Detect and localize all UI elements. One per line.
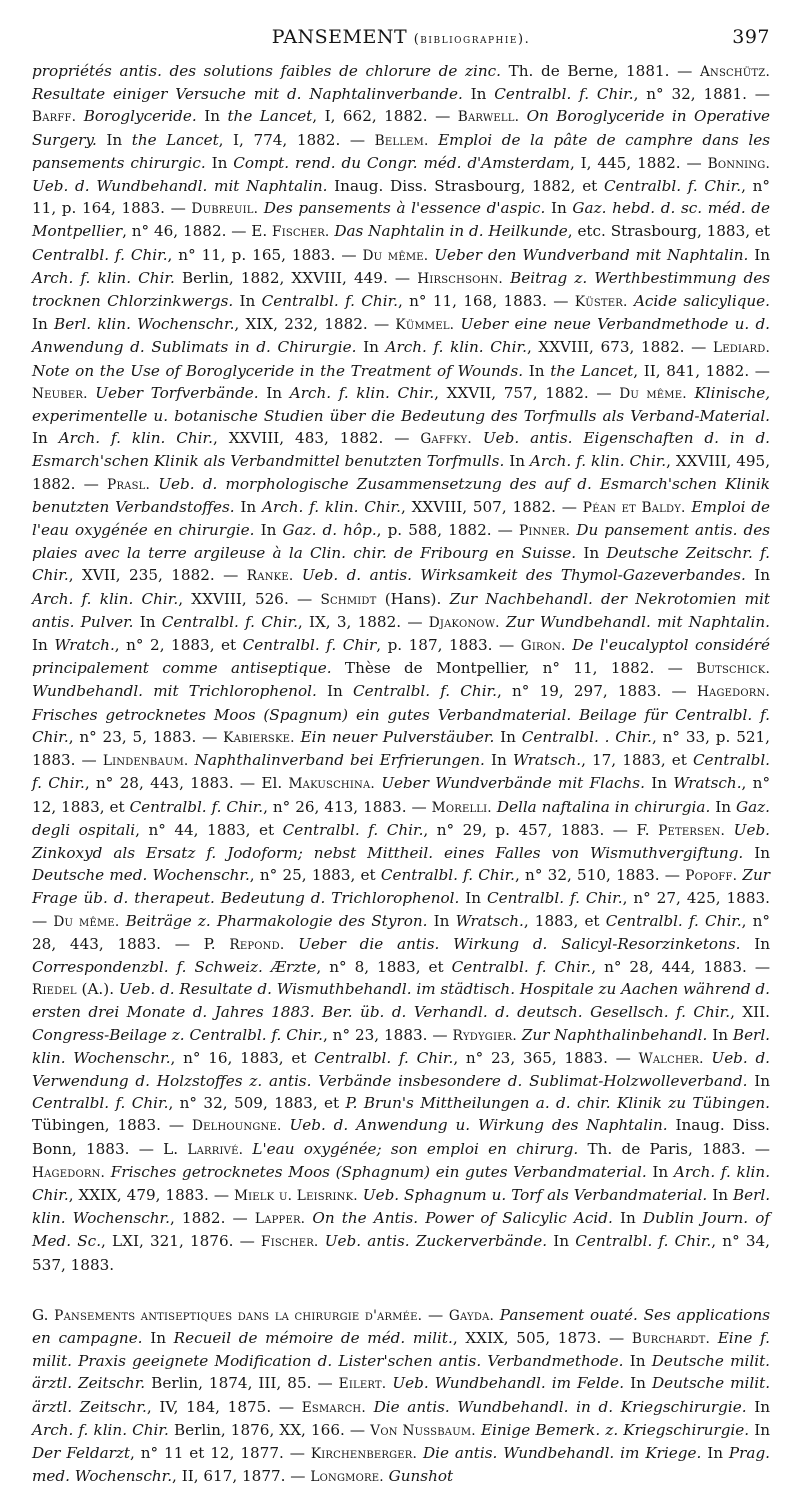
author-name: Lediard. <box>712 340 770 357</box>
citation-text: In <box>205 153 234 172</box>
work-title: Centralbl. f. Chir. <box>487 889 623 908</box>
author-name: Von Nussbaum. <box>370 1422 476 1439</box>
author-name: Giron. <box>520 638 566 655</box>
bibliography-paragraph-antiseptic-dressings <box>32 60 770 1276</box>
citation-text: (Hans). <box>376 589 450 608</box>
citation-text: , n° 11, p. 165, 1883. — <box>167 245 363 264</box>
work-title: Centralbl. f. Chir. <box>314 1048 454 1067</box>
work-title: Frisches getrocknetes Moos (Sphagnum) ein gutes Verbandmaterial. <box>110 1162 647 1181</box>
author-name: Neuber. <box>32 385 88 402</box>
citation-text: In <box>234 497 263 516</box>
work-title: Ueb. d. Resultate d. Wismuthbehandl. im städtisch. Hospitale zu Aachen während d. ersten drei Monate d. Jahres 1883. Ber. üb. d. Verhandl. d. deutsch. Gesellsch. f. Chir. <box>32 980 770 1022</box>
author-name: Kabierske. <box>223 729 295 746</box>
author-name: Walcher. <box>638 1050 704 1067</box>
author-name: Du même. <box>619 385 687 402</box>
author-name: Burchardt. <box>631 1330 711 1347</box>
citation-text: In <box>624 1374 652 1393</box>
work-title: Recueil de mémoire de méd. milit. <box>173 1328 453 1347</box>
citation-text: In <box>196 107 228 126</box>
work-title: Frisches getrocknetes Moos (Spagnum) ein gutes Verbandmaterial. Beilage für Centralbl. f. Chir. <box>32 705 770 746</box>
citation-text: , XXIX, 479, 1883. — <box>68 1185 234 1204</box>
work-title: Centralbl. f. Chir. <box>604 177 742 196</box>
citation-text: Th. de Berne, 1881. — <box>501 62 700 80</box>
citation-text: , XXVIII, 495, 1882. — <box>32 452 771 493</box>
citation-text: In <box>133 612 162 631</box>
work-title: Der Feldarzt <box>32 1443 131 1462</box>
citation-text <box>293 566 301 584</box>
work-title: Arch. f. klin. Chir. <box>32 589 179 608</box>
work-title: Ueb. Zinkoxyd als Ersatz f. Jodoform; nebst Mittheil. eines Falles von Wismuthvergiftung. <box>32 820 770 862</box>
citation-text: , IV, 184, 1875. — <box>146 1397 302 1416</box>
citation-text: , n° 28, 444, 1883. — <box>591 957 771 976</box>
citation-text: , XIX, 232, 1882. — <box>234 315 396 334</box>
work-title: Ueb. Sphagnum u. Torf als Verbandmaterial. <box>362 1185 708 1204</box>
author-name: Morelli. <box>431 799 492 816</box>
work-title: Ueb. d. Anwendung u. Wirkung des Naphtalin. <box>289 1116 668 1135</box>
author-name: Repond. <box>229 936 285 953</box>
work-title: Wratsch. <box>512 751 582 770</box>
author-name: Hagedorn. <box>696 684 771 701</box>
citation-text: , n° 23, 5, 1883. — <box>68 727 224 746</box>
work-title: Acide salicylique. <box>633 292 770 311</box>
citation-text: In <box>484 751 513 770</box>
work-title: Klinische, experimentelle u. botanische Studien über die Bedeutung des Torfmulls als Verband-Material. <box>32 383 771 426</box>
citation-text: Inaug. Diss. Bonn, 1883. — L. <box>32 1116 770 1158</box>
citation-text: , n° 11 et 12, 1877. — <box>130 1443 311 1462</box>
citation-text: In <box>623 1352 652 1371</box>
author-name: Rydygier. <box>452 1027 517 1044</box>
citation-text <box>284 935 298 953</box>
citation-text: Berlin, 1882, XXVIII, 449. — <box>174 268 418 287</box>
work-title: Berl. klin. Wochenschr. <box>32 1025 770 1067</box>
citation-text: , I, 774, 1882. — <box>218 130 375 149</box>
citation-text: In <box>462 85 495 104</box>
author-name: Schmidt <box>320 591 377 608</box>
work-title: Des pansements à l'essence d'aspic. <box>263 199 546 218</box>
work-title: Centralbl. f. Chir. <box>494 85 634 104</box>
work-title: Die antis. Wundbehandl. im Kriege. <box>422 1443 702 1462</box>
citation-text: In <box>32 636 55 655</box>
work-title: Zur Naphthalinbehandl. <box>521 1025 708 1044</box>
citation-text: In <box>356 338 386 357</box>
citation-text: In <box>701 1443 729 1462</box>
citation-text: In <box>743 843 771 862</box>
citation-text: (A.). <box>76 980 119 999</box>
citation-text: In <box>32 429 59 448</box>
work-title: Ueber den Wundverband mit Naphtalin. <box>434 245 749 264</box>
author-name: Dubreuil. <box>191 201 259 218</box>
author-name: Lapper. <box>254 1211 306 1228</box>
citation-text: In <box>646 1162 674 1181</box>
citation-text: , n° 28, 443, 1883. — P. <box>32 911 771 953</box>
work-title: Gaz. d. hôp. <box>282 521 377 540</box>
work-title: the Lancet <box>550 361 634 380</box>
work-title: Eine f. milit. Praxis geeignete Modification d. Lister'schen antis. Verbandmethode. <box>32 1328 771 1371</box>
citation-text: In <box>142 1328 174 1347</box>
work-title: P. Brun's Mittheilungen a. d. chir. Klinik zu Tübingen. <box>345 1094 770 1113</box>
citation-text: In <box>459 889 488 908</box>
work-title: Gunshot <box>388 1467 454 1486</box>
author-name: Pansements antiseptiques dans la chirurgie d'armée. <box>54 1307 423 1324</box>
work-title: Compt. rend. du Congr. méd. d'Amsterdam <box>233 153 570 172</box>
work-title: Deutsche milit. ärztl. Zeitschr. <box>32 1352 770 1393</box>
work-title: Arch. f. klin. Chir. <box>58 429 213 448</box>
work-title: Deutsche Zeitschr. f. Chir. <box>32 544 770 585</box>
citation-text: , XXVII, 757, 1882. — <box>434 383 620 402</box>
citation-text: , n° 33, p. 521, 1883. — <box>32 727 771 770</box>
citation-text <box>472 429 483 447</box>
work-title: L'eau oxygénée; son emploi en chirurg. <box>252 1139 579 1158</box>
author-name: Péan et Baldy. <box>582 499 686 516</box>
citation-text: In <box>644 774 674 793</box>
running-header <box>32 26 770 60</box>
citation-text: , n° 32, 1881. — <box>633 85 770 104</box>
citation-text <box>366 1398 374 1416</box>
citation-text: Inaug. Diss. Strasbourg, 1882, et <box>327 177 604 196</box>
citation-text <box>725 821 734 839</box>
citation-text <box>76 107 83 125</box>
work-title: Ueb. d. morphologische Zusammensetzung des auf d. Esmarch'schen Klinik benutzten Verbandstoffes. <box>32 474 770 516</box>
author-name: Fischer. <box>261 1234 319 1251</box>
author-name: Larrivé. <box>187 1141 244 1158</box>
work-title: Emploi de l'eau oxygénée en chirurgie. <box>32 497 771 540</box>
citation-text: , 1882. — <box>169 1209 255 1228</box>
citation-text: , n° 16, 1883, et <box>170 1048 315 1067</box>
citation-text <box>429 131 439 149</box>
work-title: Wundbehandl. mit Trichlorophenol. <box>32 682 317 701</box>
header-subtitle: (bibliographie). <box>413 32 531 47</box>
citation-text: , XXVIII, 483, 1882. — <box>212 429 421 448</box>
citation-text: , n° 23, 365, 1883. — <box>453 1048 639 1067</box>
author-name: Riedel <box>32 982 77 999</box>
citation-text: Tübingen, 1883. — <box>32 1116 192 1135</box>
citation-text: In <box>747 1071 771 1090</box>
work-title: Dublin Journ. of Med. Sc. <box>32 1209 771 1251</box>
author-name: Mielk u. Leisrink. <box>233 1187 358 1204</box>
citation-text: In <box>710 797 736 816</box>
work-title: the Lancet <box>227 107 313 126</box>
work-title: Wratch. <box>54 636 115 655</box>
work-title: Centralbl. f. Chir. <box>161 612 298 631</box>
work-title: Centralbl. f. Chir. <box>575 1232 712 1251</box>
author-name: Prasl. <box>107 476 151 493</box>
work-title: Ueb. antis. Zuckerverbände. <box>324 1232 548 1251</box>
citation-text: , n° 32, 509, 1883, et <box>168 1094 346 1113</box>
work-title: propriétés antis. des solutions faibles de chlorure de zinc. <box>32 62 501 80</box>
work-title: Centralbl. f. Chir. <box>32 751 771 793</box>
work-title: Einige Bemerk. z. Kriegschirurgie. <box>480 1420 750 1439</box>
citation-text: , n° 28, 443, 1883. — El. <box>84 774 289 793</box>
citation-text: In <box>523 361 551 380</box>
work-title: Centralbl. f. Chir. <box>261 292 398 311</box>
work-title: Das Naphtalin in d. Heilkunde <box>334 222 568 241</box>
citation-text: Berlin, 1874, III, 85. — <box>145 1374 339 1393</box>
work-title: Centralbl. f. Chir <box>242 636 377 655</box>
work-title: Ueber Wundverbände mit Flachs. <box>381 774 645 793</box>
citation-text: In <box>745 566 770 585</box>
citation-text: , LXI, 321, 1876. — <box>101 1232 262 1251</box>
work-title: Prag. med. Wochenschr. <box>32 1443 770 1486</box>
work-title: Ein neuer Pulverstäuber. <box>300 727 495 746</box>
work-title: Ueb. antis. Eigenschaften d. in d. Esmarch'schen Klinik als Verbandmittel benutzten Torfmulls. <box>32 429 771 471</box>
work-title: Ueb. d. Verwendung d. Holzstoffes z. antis. Verbände insbesondere d. Sublimat-Holzwolleverband. <box>32 1048 771 1090</box>
work-title: Della naftalina in chirurgia. <box>496 797 711 816</box>
citation-text: , n° 8, 1883, et <box>316 957 452 976</box>
author-name: Djakonow. <box>428 614 500 631</box>
author-name: Bellem. <box>374 132 429 149</box>
citation-text: , 1883, et <box>523 911 606 930</box>
work-title: Arch. f. klin. Chir. <box>289 383 435 402</box>
work-title: Beiträge z. Pharmakologie des Styron. <box>125 911 428 930</box>
work-title: De l'eucalyptol considéré principalement comme antiseptique. <box>32 636 771 678</box>
work-title: Gaz. hebd. d. sc. méd. de Montpellier <box>32 199 771 241</box>
citation-text: In <box>545 199 573 218</box>
citation-text: , II, 617, 1877. — <box>172 1467 311 1486</box>
author-name: Popoff. <box>685 868 738 885</box>
citation-text: , n° 34, 537, 1883. <box>32 1232 771 1274</box>
citation-text: , n° 11, 168, 1883. — <box>397 292 575 311</box>
work-title: Pansement ouaté. Ses applications en campagne. <box>32 1305 771 1347</box>
work-title: Emploi de la pâte de camphre dans les pansements chirurgic. <box>32 130 770 172</box>
citation-text: Berlin, 1876, XX, 166. — <box>168 1420 371 1439</box>
author-name: Bonning. <box>707 155 770 172</box>
citation-text: , n° 26, 413, 1883. — <box>263 797 432 816</box>
citation-text: , n° 23, 1883. — <box>322 1025 453 1044</box>
running-title <box>272 26 530 48</box>
citation-text: In <box>427 911 456 930</box>
author-name: Anschütz. <box>699 64 770 80</box>
work-title: Centralbl. f. Chir. <box>605 911 742 930</box>
citation-text: , n° 44, 1883, et <box>135 820 283 839</box>
citation-text: , p. 588, 1882. — <box>376 521 519 540</box>
work-title: Zur Frage üb. d. therapeut. Bedeutung d. Trichlorophenol. <box>32 866 771 908</box>
citation-text: In <box>749 1420 770 1439</box>
author-name: Delhoungne. <box>191 1118 282 1135</box>
author-name: Esmarch. <box>301 1399 366 1416</box>
author-name: Du même. <box>362 247 429 264</box>
work-title: Deutsche milit. ärztl. Zeitschr. <box>32 1374 771 1416</box>
author-name: Butschick. <box>696 661 770 678</box>
citation-text: , n° 46, 1882. — E. <box>122 222 273 241</box>
citation-text: In <box>32 315 55 334</box>
work-title: Gaz. degli ospitali <box>32 797 770 839</box>
author-name: Ranke. <box>246 568 294 585</box>
citation-text: , n° 29, p. 457, 1883. — F. <box>423 820 659 839</box>
work-title: On the Antis. Power of Salicylic Acid. <box>312 1209 613 1228</box>
author-name: Pinner. <box>518 523 571 540</box>
citation-text: , n° 12, 1883, et <box>32 774 771 816</box>
citation-text: , XXVIII, 673, 1882. — <box>526 338 713 357</box>
work-title: Centralbl. f. Chir. <box>32 245 168 264</box>
work-title: Ueb. d. Wundbehandl. mit Naphtalin. <box>32 177 328 196</box>
author-name: Gayda. <box>448 1307 495 1324</box>
author-name: Barwell. <box>457 109 520 126</box>
work-title: Berl. klin. Wochenschr. <box>32 1185 771 1228</box>
citation-text: , I, 445, 1882. — <box>569 153 708 172</box>
work-title: On Boroglyceride in Operative Surgery. <box>32 107 771 149</box>
citation-text: In <box>707 1025 733 1044</box>
citation-text: , n° 27, 425, 1883. — <box>32 889 770 930</box>
citation-text: In <box>258 383 290 402</box>
citation-text: , n° 11, p. 164, 1883. — <box>32 177 771 218</box>
work-title: Arch. f. klin. Chir. <box>529 452 667 471</box>
work-title: Ueber die antis. Wirkung d. Salicyl-Resorzinketons. <box>298 934 741 953</box>
citation-text: , n° 2, 1883, et <box>114 636 243 655</box>
citation-text: In <box>233 292 262 311</box>
author-name: Kirchenberger. <box>310 1445 418 1462</box>
author-name: Du même. <box>53 913 120 930</box>
work-title: Centralbl. f. Chir. <box>129 797 264 816</box>
page-number: 397 <box>732 26 770 48</box>
work-title: Arch. f. klin. Chir. <box>32 1162 771 1204</box>
author-name: Küster. <box>574 294 628 311</box>
author-name: Hirschsohn. <box>417 270 503 287</box>
citation-text <box>710 1329 718 1347</box>
work-title: Wratsch. <box>455 911 524 930</box>
work-title: Ueber Torfverbände. <box>95 383 259 402</box>
author-name: Eilert. <box>338 1376 387 1393</box>
work-title: Arch. f. klin. Chir. <box>32 1420 169 1439</box>
citation-text <box>519 107 526 125</box>
author-name: Petersen. <box>658 822 726 839</box>
header-title: PANSEMENT <box>271 26 408 48</box>
citation-text: In <box>254 521 283 540</box>
work-title: Arch. f. klin. Chir. <box>32 268 175 287</box>
work-title: Die antis. Wundbehandl. in d. Kriegschirurgie. <box>373 1397 747 1416</box>
bibliography-paragraph-military-surgery <box>32 1304 770 1488</box>
citation-text: In <box>707 1185 733 1204</box>
citation-text: In <box>316 682 353 701</box>
citation-text: Thèse de Montpellier, n° 11, 1882. — <box>331 659 697 678</box>
work-title: Zur Wundbehandl. mit Naphtalin. <box>505 612 771 631</box>
citation-text: , 17, 1883, et <box>581 751 693 770</box>
work-title: Resultate einiger Versuche mit d. Naphtalinverbande. <box>32 85 463 104</box>
work-title: Centralbl. f. Chir. <box>380 866 515 885</box>
work-title: Arch. f. klin. Chir. <box>385 338 527 357</box>
citation-text: In <box>746 1397 771 1416</box>
citation-text: In <box>547 1232 576 1251</box>
author-name: Longmore. <box>310 1469 384 1486</box>
citation-text: , XXVIII, 526. — <box>178 589 321 608</box>
author-name: Hagedorn. <box>32 1164 106 1181</box>
author-name: Gaffky. <box>420 431 472 448</box>
author-name: Fischer. <box>272 224 330 241</box>
citation-text: , n° 25, 1883, et <box>249 866 381 885</box>
citation-text: , I, 662, 1882. — <box>312 107 458 126</box>
work-title: Wratsch. <box>673 774 742 793</box>
work-title: Arch. f. klin. Chir. <box>262 497 401 516</box>
citation-text: , XXIX, 505, 1873. — <box>452 1328 632 1347</box>
work-title: Boroglyceride. <box>83 107 197 126</box>
work-title: Centralbl. f. Chir. <box>352 682 497 701</box>
citation-text: In <box>748 245 771 264</box>
citation-text: , n° 32, 510, 1883. — <box>515 866 686 885</box>
work-title: Centralbl. f. Chir. <box>451 957 592 976</box>
work-title: Ueber eine neue Verbandmethode u. d. Anwendung d. Sublimats in d. Chirurgie. <box>32 315 771 357</box>
citation-text: , XVII, 235, 1882. — <box>68 566 247 585</box>
work-title: Du pansement antis. des plaies avec la terre argileuse à la Clin. chir. de Fribourg en Suisse. <box>32 521 771 563</box>
citation-text: — <box>422 1305 449 1324</box>
work-title: Zur Nachbehandl. der Nekrotomien mit antis. Pulver. <box>32 589 771 631</box>
work-title: Centralbl. . Chir. <box>521 727 652 746</box>
citation-text: In <box>494 727 522 746</box>
work-title: Deutsche med. Wochenschr. <box>32 866 250 885</box>
citation-text: , XXVIII, 507, 1882. — <box>400 497 583 516</box>
work-title: Correspondenzbl. f. Schweiz. Ærzte <box>32 957 317 976</box>
work-title: Ueb. d. antis. Wirksamkeit des Thymol-Gazeverbandes. <box>301 566 746 585</box>
author-name: Kümmel. <box>395 317 455 334</box>
work-title: Centralbl. f. Chir. <box>282 820 424 839</box>
citation-text: , n° 19, 297, 1883. — <box>496 682 697 701</box>
author-name: Lindenbaum. <box>102 753 189 770</box>
work-title: Beitrag z. Werthbestimmung des trocknen Chlorzinkwergs. <box>32 268 771 311</box>
work-title: Note on the Use of Boroglyceride in the Treatment of Wounds. <box>32 361 524 380</box>
author-name: Makuschina. <box>288 776 375 793</box>
work-title: Centralbl. f. Chir. <box>32 1094 169 1113</box>
citation-text: In <box>612 1209 643 1228</box>
citation-text: In <box>504 452 530 471</box>
work-title: Ueb. Wundbehandl. im Felde. <box>392 1374 625 1393</box>
citation-text: , XII. <box>730 1003 770 1022</box>
work-title: the Lancet <box>131 130 219 149</box>
citation-text: , p. 187, 1883. — <box>376 636 521 655</box>
citation-text: Th. de Paris, 1883. — <box>578 1139 770 1158</box>
author-name: Barff. <box>32 109 77 126</box>
citation-text: G. <box>32 1305 55 1324</box>
citation-text: , etc. Strasbourg, 1883, et <box>567 222 770 241</box>
citation-text: In <box>740 934 770 953</box>
work-title: Congress-Beilage z. Centralbl. f. Chir. <box>32 1025 323 1044</box>
citation-text: In <box>576 544 607 563</box>
work-title: Berl. klin. Wochenschr. <box>54 315 235 334</box>
citation-text: In <box>96 130 132 149</box>
work-title: Naphthalinverband bei Erfrierungen. <box>194 751 485 770</box>
citation-text: , II, 841, 1882. — <box>633 361 770 380</box>
citation-text: , IX, 3, 1882. — <box>297 612 429 631</box>
